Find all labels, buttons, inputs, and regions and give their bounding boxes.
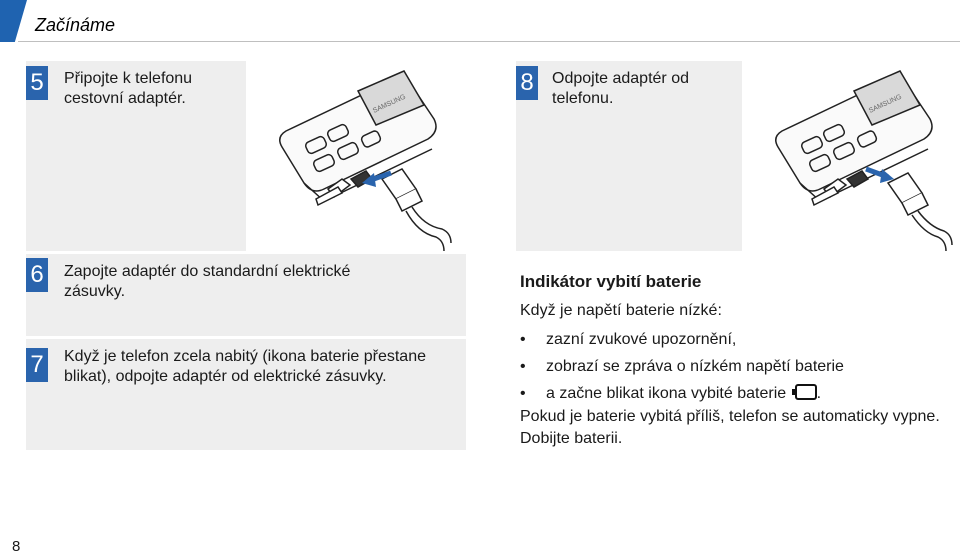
- step-7-number: 7: [26, 348, 48, 382]
- step-8-illustration: [742, 61, 960, 251]
- step-6-text: Zapojte adaptér do standardní elektrické zásuvky.: [64, 263, 351, 300]
- step-8-number: 8: [516, 66, 538, 100]
- step-7-panel: [26, 339, 466, 450]
- bullet-symbol: •: [520, 331, 526, 348]
- list-item: [520, 326, 844, 353]
- list-item: [520, 380, 844, 407]
- phone-brand-label: SAMSUNG: [867, 93, 903, 115]
- step-6-panel: [26, 254, 466, 336]
- page-title: Začínáme: [35, 15, 116, 35]
- list-item-suffix: .: [816, 385, 822, 402]
- phone-charger-connect-illustration: [246, 61, 466, 251]
- bullet-symbol: •: [520, 358, 526, 375]
- step-7-text: Když je telefon zcela nabitý (ikona baterie přestane blikat), odpojte adaptér od elektrické zásuvky.: [64, 348, 426, 385]
- page-number: 8: [12, 538, 21, 555]
- list-item: [520, 353, 844, 380]
- bullet-symbol: •: [520, 385, 526, 402]
- battery-indicator-intro: Když je napětí baterie nízké:: [520, 302, 722, 319]
- list-item-text: zobrazí se zpráva o nízkém napětí baterie: [546, 358, 844, 375]
- step-6-number: 6: [26, 258, 48, 292]
- step-5-panel: [26, 61, 466, 251]
- step-5-text: Připojte k telefonu cestovní adaptér.: [64, 70, 193, 107]
- phone-charger-disconnect-illustration: [742, 61, 960, 251]
- phone-brand-label: SAMSUNG: [371, 93, 407, 115]
- list-item-text: a začne blikat ikona vybité baterie: [546, 385, 787, 402]
- step-8-panel: [516, 61, 960, 251]
- battery-empty-icon: [795, 384, 817, 400]
- step-8-text: Odpojte adaptér od telefonu.: [552, 70, 689, 107]
- battery-indicator-title: Indikátor vybití baterie: [520, 272, 702, 291]
- list-item-text: zazní zvukové upozornění,: [546, 331, 737, 348]
- header-accent: [0, 0, 27, 42]
- step-5-illustration: [246, 61, 466, 251]
- page-header: [0, 0, 960, 42]
- battery-indicator-list: [520, 326, 844, 407]
- header-divider: [18, 41, 960, 42]
- battery-indicator-closing: Pokud je baterie vybitá příliš, telefon se automaticky vypne. Dobijte baterii.: [520, 408, 940, 447]
- step-5-number: 5: [26, 66, 48, 100]
